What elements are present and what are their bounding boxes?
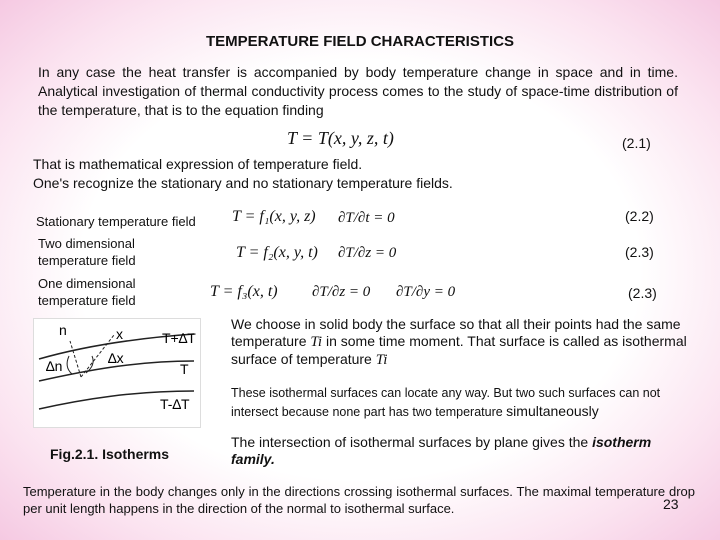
- row-number-one-dim: (2.3): [628, 285, 657, 301]
- normal-line: [70, 341, 81, 377]
- row-number-two-dim: (2.3): [625, 244, 654, 260]
- surface-ti-symbol-2: Ti: [375, 352, 388, 368]
- label-t-plus: T+∆T: [162, 330, 196, 346]
- family-emphasis: isotherm family.: [231, 434, 652, 467]
- page-title: TEMPERATURE FIELD CHARACTERISTICS: [205, 33, 515, 50]
- isotherms-figure: [33, 318, 201, 428]
- row-number-stationary: (2.2): [625, 208, 654, 224]
- field-description: [33, 155, 453, 193]
- footer-paragraph: Temperature in the body changes only in the directions crossing isothermal surfaces. The maximal temperature drop per unit length happens in the direction of the normal to isothermal surface.: [23, 484, 695, 516]
- intersect-text: These isothermal surfaces can locate any way. But two such surfaces can not intersect because none part has two temperature: [231, 386, 661, 419]
- label-n: n: [59, 322, 67, 338]
- label-t: T: [180, 361, 189, 377]
- surface-text-part2: in some time moment. That surface is called as isothermal surface of temperature: [231, 333, 687, 367]
- label-delta-x: ∆x: [108, 350, 124, 366]
- label-delta-n: ∆n: [46, 358, 63, 374]
- main-equation-number: (2.1): [622, 135, 651, 151]
- row-formula-stationary: T = f₁(x, y, z): [232, 208, 316, 225]
- field-line-1: That is mathematical expression of temperature field.: [33, 156, 363, 172]
- row-condition-stationary: ∂T/∂t = 0: [338, 210, 395, 226]
- page-number: 23: [663, 496, 679, 512]
- row-condition-two-dim: ∂T/∂z = 0: [338, 245, 397, 261]
- family-paragraph: [231, 434, 671, 468]
- row-label-stationary: Stationary temperature field: [36, 214, 196, 229]
- family-text: The intersection of isothermal surfaces by plane gives the: [231, 434, 589, 450]
- field-line-2: One's recognize the stationary and no stationary temperature fields.: [33, 175, 453, 191]
- delta-n-arc: [67, 356, 72, 374]
- surface-text-part1: We choose in solid body the surface so that all their points had the same temperature: [231, 316, 681, 349]
- label-t-minus: T-∆T: [160, 396, 190, 412]
- main-equation: T = T(x, y, z, t): [287, 128, 394, 148]
- surface-ti-symbol-1: Ti: [310, 334, 323, 350]
- row-condition-one-dim-y: ∂T/∂y = 0: [396, 284, 456, 300]
- row-condition-one-dim-z: ∂T/∂z = 0: [312, 284, 371, 300]
- surface-paragraph: [231, 316, 691, 369]
- label-x: x: [116, 326, 123, 342]
- row-formula-one-dim: T = f₃(x, t): [210, 283, 278, 300]
- intersect-tail: simultaneously: [506, 403, 599, 419]
- row-label-two-dim: Two dimensional temperature field: [38, 236, 136, 268]
- intro-paragraph: In any case the heat transfer is accompanied by body temperature change in space and in time. Analytical investigation of thermal conductivity process comes to the study of space-time distribution of the temperature, that is to the equation finding: [38, 64, 678, 118]
- row-label-one-dim: One dimensional temperature field: [38, 276, 136, 308]
- figure-caption: Fig.2.1. Isotherms: [50, 446, 170, 462]
- intersect-paragraph: [231, 384, 696, 421]
- isotherms-diagram: [34, 319, 200, 427]
- row-formula-two-dim: T = f₂(x, y, t): [236, 244, 318, 261]
